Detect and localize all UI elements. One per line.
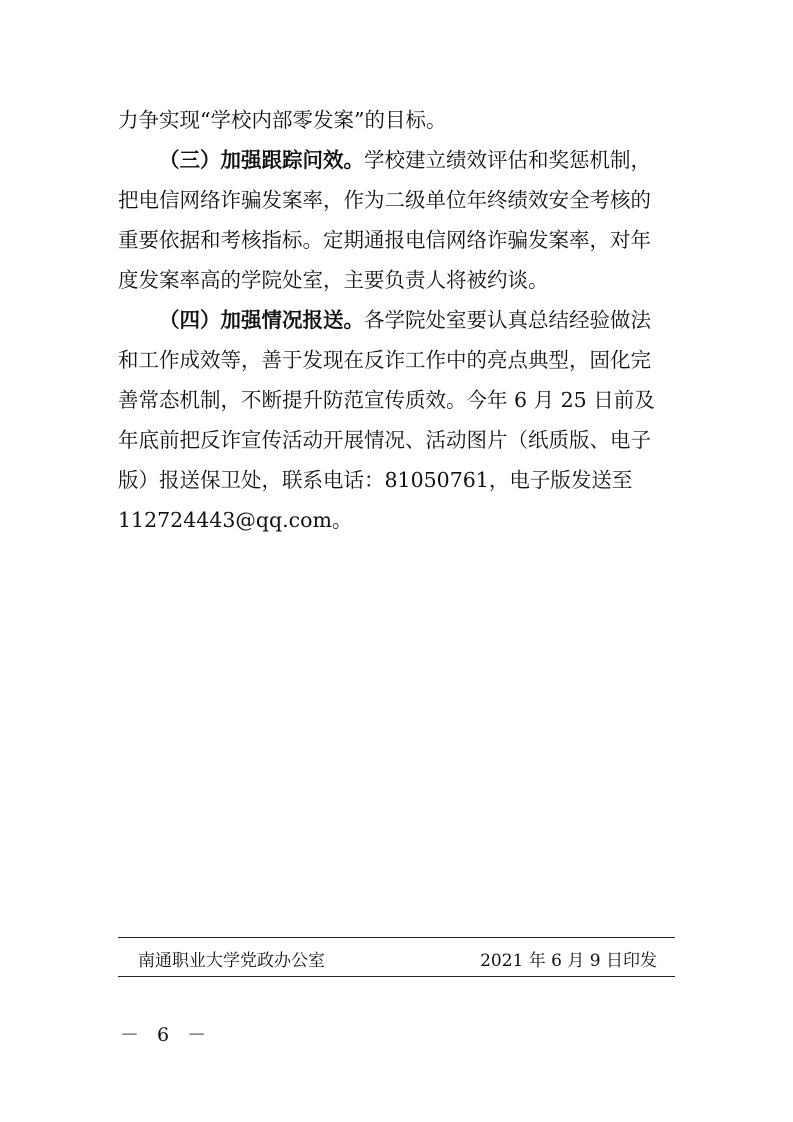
- issuer-name: 南通职业大学党政办公室: [138, 951, 325, 971]
- page-number: － 6 －: [120, 1024, 213, 1046]
- text-line: [118, 420, 678, 460]
- line-text: 把电信网络诈骗发案率，作为二级单位年终绩效安全考核的: [118, 188, 651, 212]
- line-text: 学校建立绩效评估和奖惩机制，: [364, 148, 651, 172]
- line-text: 和工作成效等，善于发现在反诈工作中的亮点典型，固化完: [118, 348, 651, 372]
- section-four-line: [118, 300, 678, 340]
- issue-date: 2021 年 6 月 9 日印发: [480, 951, 657, 971]
- line-text: 力争实现“学校内部零发案”的目标。: [118, 108, 447, 132]
- text-line: [118, 380, 678, 420]
- line-text: 重要依据和考核指标。定期通报电信网络诈骗发案率，对年: [118, 228, 651, 252]
- line-text: 年底前把反诈宣传活动开展情况、活动图片（纸质版、电子: [118, 428, 651, 452]
- section-three-line: [118, 140, 678, 180]
- line-text: 各学院处室要认真总结经验做法: [364, 308, 651, 332]
- text-line: [118, 340, 678, 380]
- body-text: [118, 100, 678, 540]
- text-line: [118, 460, 678, 500]
- text-line: [118, 500, 678, 540]
- section-heading-four: （四）加强情况报送。: [159, 308, 364, 332]
- text-line: [118, 260, 678, 300]
- section-heading-three: （三）加强跟踪问效。: [159, 148, 364, 172]
- line-text: 版）报送保卫处，联系电话：81050761，电子版发送至: [118, 468, 633, 492]
- text-line: [118, 100, 678, 140]
- text-line: [118, 180, 678, 220]
- line-text: 度发案率高的学院处室，主要负责人将被约谈。: [118, 268, 549, 292]
- email-line: 112724443@qq.com。: [118, 508, 353, 532]
- text-line: [118, 220, 678, 260]
- issue-footer: [118, 937, 675, 977]
- line-text: 善常态机制，不断提升防范宣传质效。今年 6 月 25 日前及: [118, 388, 655, 412]
